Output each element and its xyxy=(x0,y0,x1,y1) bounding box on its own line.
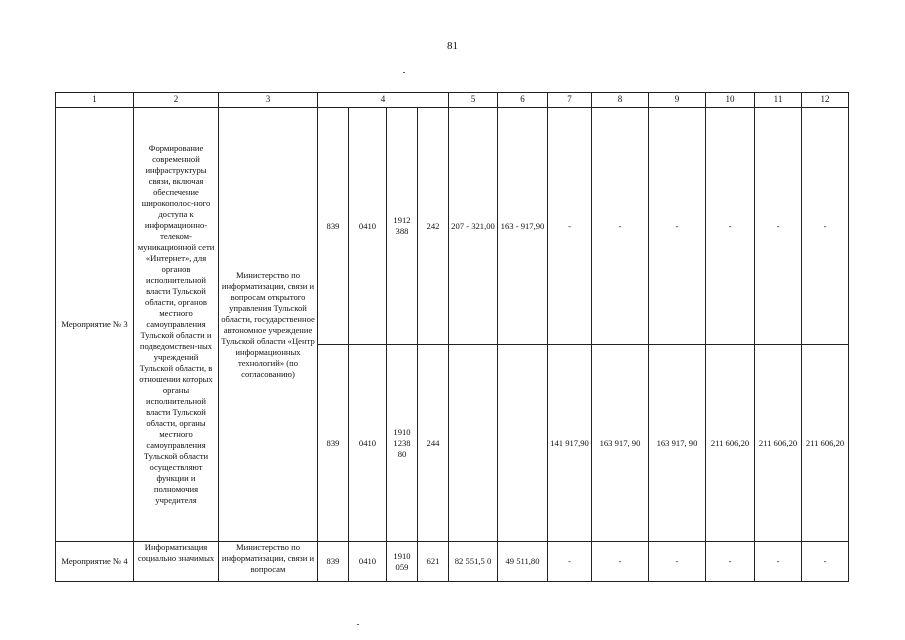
grbs-code: 839 xyxy=(318,542,349,582)
amount-col7: - xyxy=(548,108,592,345)
amount-col6: 163 - 917,90 xyxy=(498,108,548,345)
event-label: Мероприятие № 4 xyxy=(56,542,134,582)
event-description: Формирование современной инфраструктуры связи, включая обеспечение широкополос-ного доступа к информационно-телеком-муникационной сети «Интернет», для органов исполнительной власти Тульской области, органов местного самоуправления Тульской области и подведомствен-ных учреждений Тульской области, в отношении которых органы исполнительной власти Тульской области, органы местного самоуправления Тульской области осуществляют функции и полномочия учредителя xyxy=(134,108,219,542)
amount-col5: 82 551,5 0 xyxy=(449,542,498,582)
scan-speck xyxy=(403,72,405,73)
grbs-code: 839 xyxy=(318,108,349,345)
section-code: 0410 xyxy=(349,108,387,345)
amount-col12: - xyxy=(802,542,849,582)
header-cell: 8 xyxy=(592,93,649,108)
header-cell: 7 xyxy=(548,93,592,108)
amount-col7: 141 917,90 xyxy=(548,345,592,542)
target-article-code: 1910 1238 80 xyxy=(387,345,418,542)
amount-col8: - xyxy=(592,108,649,345)
amount-col10: 211 606,20 xyxy=(706,345,755,542)
header-cell: 3 xyxy=(219,93,318,108)
amount-col12: - xyxy=(802,108,849,345)
header-cell: 12 xyxy=(802,93,849,108)
amount-col7: - xyxy=(548,542,592,582)
target-article-code: 1912 388 xyxy=(387,108,418,345)
amount-col12: 211 606,20 xyxy=(802,345,849,542)
amount-col11: 211 606,20 xyxy=(755,345,802,542)
budget-table xyxy=(55,92,849,582)
header-cell: 4 xyxy=(318,93,449,108)
amount-col6: 49 511,80 xyxy=(498,542,548,582)
amount-col5: 207 - 321,00 xyxy=(449,108,498,345)
amount-col10: - xyxy=(706,542,755,582)
header-cell: 11 xyxy=(755,93,802,108)
header-cell: 10 xyxy=(706,93,755,108)
header-cell: 1 xyxy=(56,93,134,108)
expense-type-code: 242 xyxy=(418,108,449,345)
event-executor: Министерство по информатизации, связи и вопросам открытого управления Тульской области, государственное автономное учреждение Тульской области «Центр информационных технологий» (по согласованию) xyxy=(219,108,318,542)
event-executor: Министерство по информатизации, связи и вопросам xyxy=(219,542,318,582)
page-number: 81 xyxy=(447,40,458,52)
amount-col5 xyxy=(449,345,498,542)
table-row xyxy=(56,542,849,582)
target-article-code: 1910 059 xyxy=(387,542,418,582)
amount-col11: - xyxy=(755,108,802,345)
event-label: Мероприятие № 3 xyxy=(56,108,134,542)
header-cell: 5 xyxy=(449,93,498,108)
amount-col8: - xyxy=(592,542,649,582)
amount-col6 xyxy=(498,345,548,542)
event-description: Информатизация социально значимых xyxy=(134,542,219,582)
table-row xyxy=(56,108,849,345)
expense-type-code: 621 xyxy=(418,542,449,582)
header-cell: 9 xyxy=(649,93,706,108)
amount-col9: 163 917, 90 xyxy=(649,345,706,542)
amount-col9: - xyxy=(649,542,706,582)
amount-col9: - xyxy=(649,108,706,345)
grbs-code: 839 xyxy=(318,345,349,542)
amount-col10: - xyxy=(706,108,755,345)
expense-type-code: 244 xyxy=(418,345,449,542)
scan-speck xyxy=(357,624,359,625)
section-code: 0410 xyxy=(349,345,387,542)
header-row xyxy=(56,93,849,108)
header-cell: 2 xyxy=(134,93,219,108)
header-cell: 6 xyxy=(498,93,548,108)
section-code: 0410 xyxy=(349,542,387,582)
amount-col11: - xyxy=(755,542,802,582)
amount-col8: 163 917, 90 xyxy=(592,345,649,542)
